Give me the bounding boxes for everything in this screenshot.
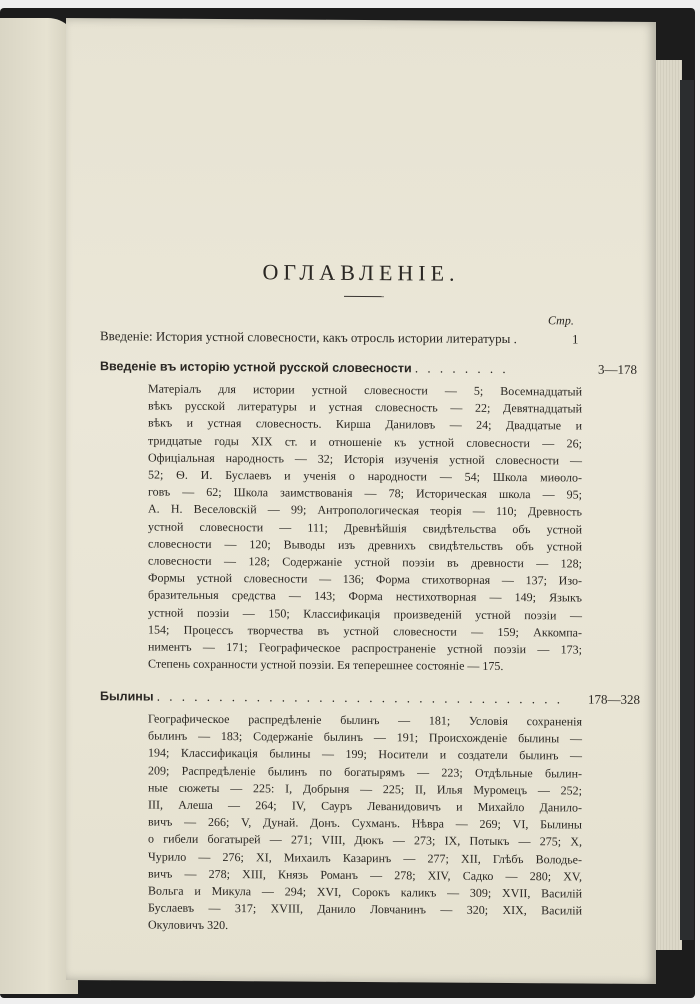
text-line: Вольга и Микула — 294; XVI, Сорокъ каликъ — 309; XVII, Василій <box>148 883 582 901</box>
text-line: словесности — 120; Выводы изъ древнихъ свидѣтельствъ объ устной <box>148 536 582 554</box>
text-line: говъ — 62; Школа заимствованія — 78; Историческая школа — 95; <box>148 484 582 502</box>
book-page <box>66 18 656 984</box>
text-line: Окуловичъ 320. <box>148 917 229 933</box>
toc-entry-section-1 <box>100 358 637 377</box>
section-1-contents <box>148 381 582 676</box>
text-line: вѣкъ русской литературы и устная словесность — 22; Девятнадцатый <box>148 398 582 416</box>
book-spine <box>680 80 694 940</box>
text-line: о гибели богатырей — 271; VIII, Дюкъ — 273; IX, Потыкъ — 275; X, <box>148 831 582 849</box>
text-line: Формы устной словесности — 136; Форма стихотворная — 137; Изо- <box>148 570 582 588</box>
section-2-title: Былины <box>100 689 154 704</box>
text-line: вѣкъ и устная словесность. Кирша Даниловъ — 24; Двадцатые и <box>148 415 582 433</box>
text-line: 209; Распредѣленіе былинъ по богатырямъ — 223; Отдѣльные былин- <box>148 763 582 781</box>
text-line: Степень сохранности устной поэзіи. Ея теперешнее состояніе — 175. <box>148 656 504 674</box>
text-line: тридцатые годы XIX ст. и отношеніе къ устной словесности — 26; <box>148 433 582 451</box>
text-line: вичъ — 278; XIII, Князь Романъ — 278; XIV, Садко — 280; XV, <box>148 866 582 884</box>
text-line: III, Алеша — 264; IV, Сауръ Леванидовичъ и Михайло Данило- <box>148 797 582 815</box>
toc-entry-intro-label: Введеніе: История устной словесности, какъ отросль истории литературы . <box>100 328 517 347</box>
toc-entry-intro-pages: 1 <box>572 331 579 347</box>
text-line: устной словесности — 111; Древнѣйшія свидѣтельства объ устной <box>148 519 582 537</box>
section-1-title: Введеніе въ исторію устной русской словесности <box>100 359 412 376</box>
text-line: Географическое распредѣленіе былинъ — 181; Условія сохраненія <box>148 711 582 729</box>
text-line: Буслаевъ — 317; XVIII, Данило Ловчанинъ — 320; XIX, Василій <box>148 900 582 918</box>
section-2-pages: 178—328 <box>588 691 640 707</box>
text-line: 154; Процессъ творчества въ устной словесности — 159; Аккомпа- <box>148 622 582 640</box>
text-line: Офиціальная народность — 32; Исторія изученія устной словесности — <box>148 450 582 468</box>
toc-entry-section-2 <box>100 688 640 707</box>
page-column-label: Стр. <box>548 313 574 328</box>
heading-rule <box>344 296 384 297</box>
text-line: А. Н. Веселовскій — 99; Антропологическая теорія — 110; Древность <box>148 501 582 519</box>
section-1-pages: 3—178 <box>598 361 637 377</box>
text-line: ные сюжеты — 225: I, Добрыня — 225; II, Илья Муромецъ — 252; <box>148 780 582 798</box>
toc-entry-intro <box>100 328 579 347</box>
text-line: Чурило — 276; XI, Михаилъ Казаринъ — 277; XII, Глѣбъ Володье- <box>148 849 582 867</box>
section-2-contents <box>148 711 582 938</box>
text-line: 52; Ѳ. И. Буслаевъ и ученія о народности — 54; Школа миѳоло- <box>148 467 582 485</box>
text-line: былинъ — 183; Содержаніе былинъ — 191; Происхожденіе былины — <box>148 728 582 746</box>
text-line: устной поэзіи — 150; Классификація произведеній устной поэзіи — <box>148 605 582 623</box>
section-2-dots: . . . . . . . . . . . . . . . . . . . . . . . . . . . . . . . . . <box>156 688 564 707</box>
text-line: Матеріалъ для истории устной словесности — 5; Восемнадцатый <box>148 381 582 399</box>
text-line: словесности — 128; Содержаніе устной поэзіи въ древности — 128; <box>148 553 582 571</box>
toc-heading: ОГЛАВЛЕНІЕ. <box>262 259 460 286</box>
text-line: бразительныя средства — 143; Форма нестихотворная — 149; Языкъ <box>148 587 582 605</box>
text-line: 194; Классификація былины — 199; Носители и создатели былинъ — <box>148 745 582 763</box>
text-line: вичъ — 266; V, Дунай. Донъ. Сухманъ. Нѣвра — 269; VI, Былины <box>148 814 582 832</box>
section-1-dots: . . . . . . . . <box>414 360 509 377</box>
text-line: ниментъ — 171; Географическое распространеніе устной поэзіи — 173; <box>148 639 582 657</box>
